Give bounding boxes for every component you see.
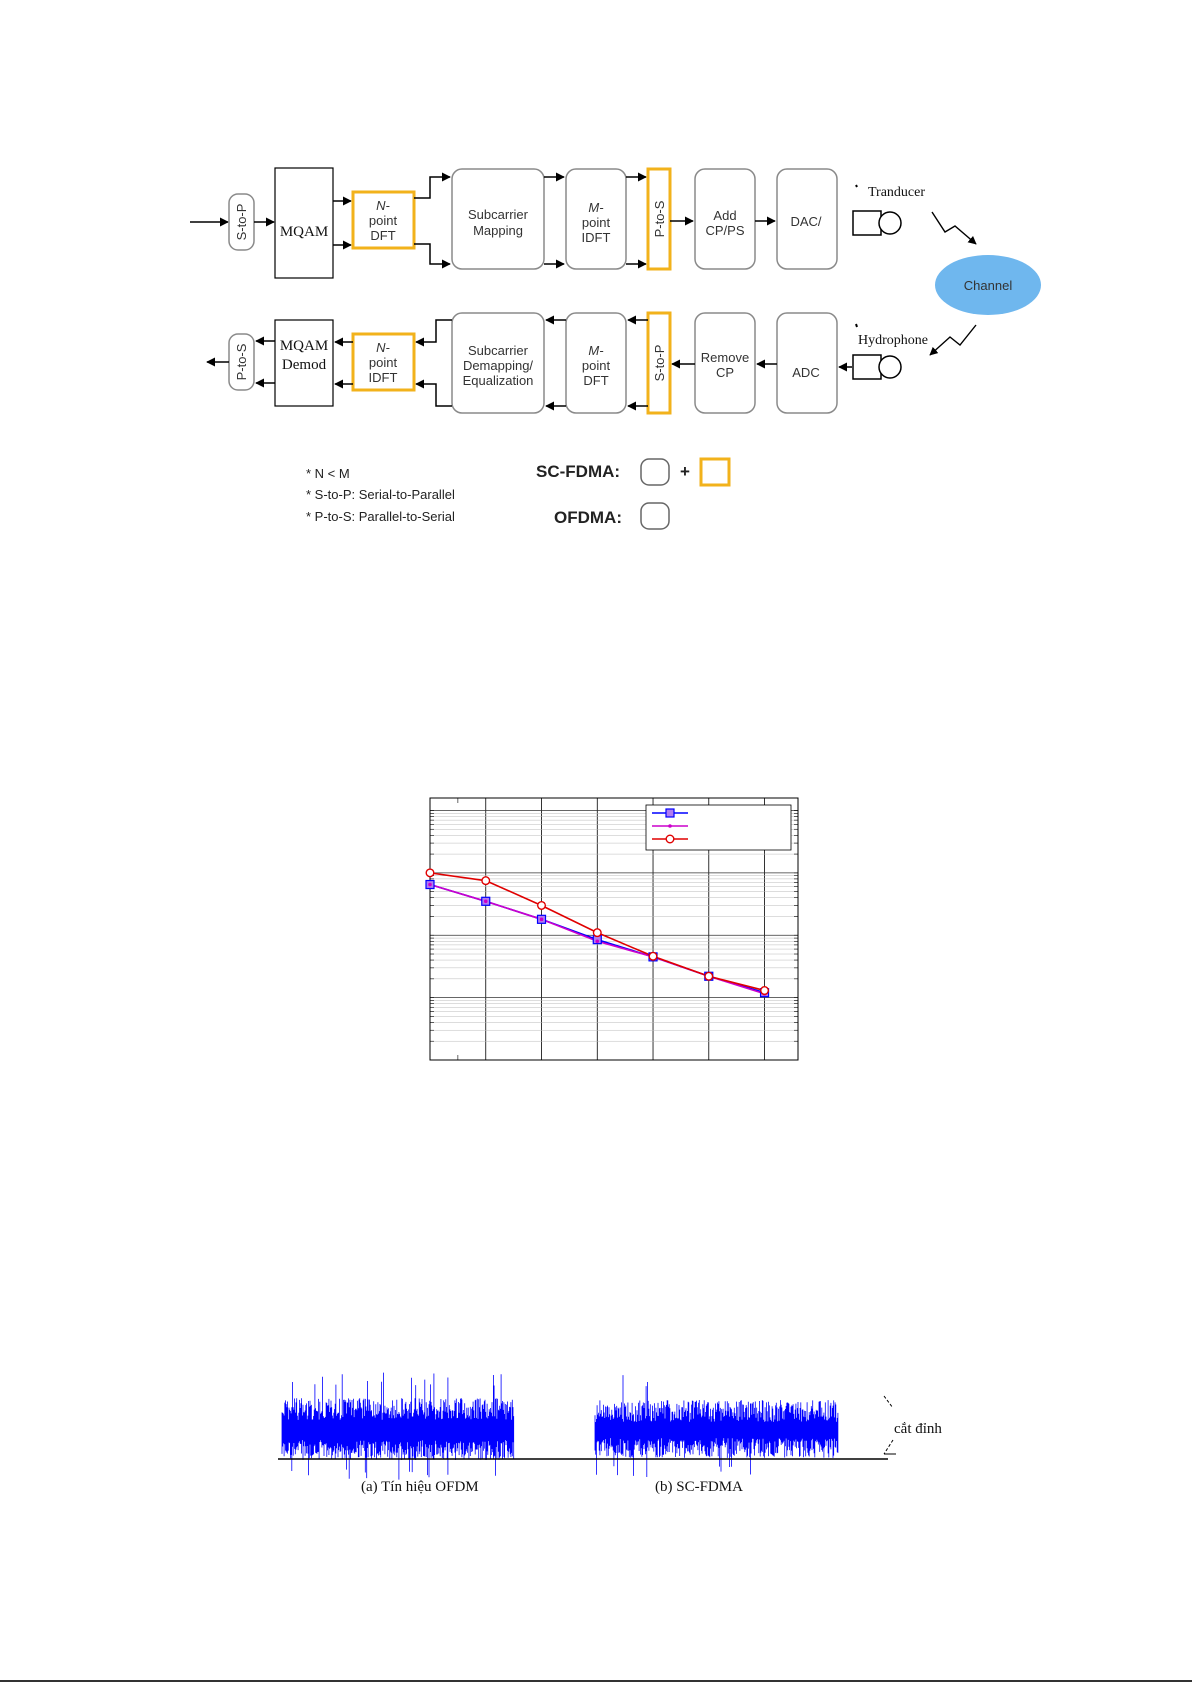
tx-idft-line1: M- [588, 200, 604, 215]
ofdm-waveform [282, 1373, 514, 1480]
tx-mapping-line1: Subcarrier [468, 207, 528, 222]
transducer-label: Tranducer [868, 185, 926, 200]
tx-mqam-label: MQAM [279, 224, 329, 240]
tx-s-to-p-label: S-to-P [234, 203, 249, 241]
tx-dft-line3: DFT [370, 228, 396, 243]
peak-clip-label: cắt đỉnh [894, 1421, 942, 1437]
rx-dft-line1: M- [588, 343, 604, 358]
rx-idft-line2: point [368, 355, 398, 370]
tx-mapping-line2: Mapping [473, 223, 523, 238]
rx-adc-label: ADC [792, 365, 820, 380]
rx-mqam-line1: MQAM [279, 338, 329, 354]
rx-remove-cp-line2: CP [715, 365, 735, 380]
rx-idft-line1: N- [376, 340, 390, 355]
rx-demapping-line3: Equalization [462, 373, 534, 388]
wave-b-trace [595, 1375, 838, 1477]
hydrophone-label: Hydrophone [858, 333, 928, 348]
rx-idft-line3: IDFT [368, 370, 398, 385]
rx-p-to-s-label: P-to-S [234, 343, 249, 381]
note-n-less-m: * N < M [306, 466, 350, 481]
tx-dft-line1: N- [376, 198, 390, 213]
waveform-label-b: (b) SC-FDMA [655, 1479, 743, 1495]
scfdma-waveform [595, 1375, 838, 1477]
wave-a-trace [282, 1373, 514, 1480]
rx-demapping-line1: Subcarrier [468, 343, 528, 358]
rx-mqam-line2: Demod [281, 357, 327, 373]
rx-dft-line3: DFT [583, 373, 609, 388]
page-bottom-rule [0, 1680, 1192, 1682]
tx-idft-line2: point [581, 215, 611, 230]
legend-ofdma-label: OFDMA: [554, 508, 622, 527]
waveform-label-a: (a) Tín hiệu OFDM [361, 1479, 479, 1495]
tx-dac-label: DAC/ [790, 214, 822, 229]
rx-dft-line2: point [581, 358, 611, 373]
tx-dft-line2: point [368, 213, 398, 228]
rx-s-to-p-label: S-to-P [652, 344, 667, 382]
note-p-to-s: * P-to-S: Parallel-to-Serial [306, 509, 455, 524]
tx-add-cp-line1: Add [713, 208, 737, 223]
tx-add-cp-line2: CP/PS [705, 223, 745, 238]
legend-scfdma-label: SC-FDMA: [536, 462, 621, 481]
tx-idft-line3: IDFT [581, 230, 611, 245]
legend-plus: + [680, 462, 690, 481]
tx-p-to-s-label: P-to-S [652, 200, 667, 238]
rx-remove-cp-line1: Remove [700, 350, 750, 365]
rx-demapping-line2: Demapping/ [462, 358, 534, 373]
channel-label: Channel [963, 278, 1013, 293]
note-s-to-p: * S-to-P: Serial-to-Parallel [306, 487, 455, 502]
